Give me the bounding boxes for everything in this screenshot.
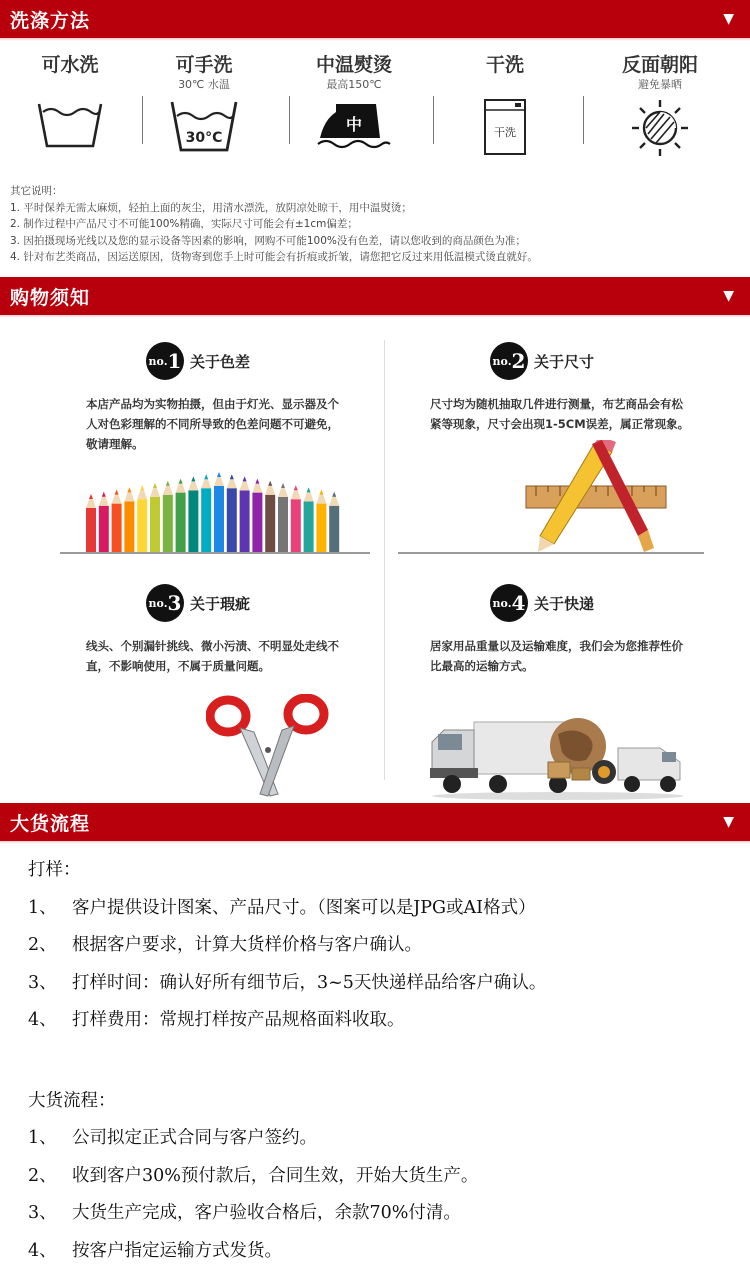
- wash-item-sub: [435, 76, 575, 92]
- pencil-body: [150, 497, 160, 552]
- other-notes: [10, 183, 740, 266]
- divider: [398, 552, 704, 554]
- colored-pencils-image: [82, 466, 344, 554]
- pencil-lead: [307, 487, 311, 492]
- pencil-lead: [319, 490, 323, 495]
- sample-step: 4、 打样费用：常规打样按产品规格面料收取。: [28, 1010, 405, 1030]
- pencil-body: [265, 495, 275, 552]
- pencil-lead: [89, 494, 93, 499]
- wash-instructions: [0, 38, 750, 178]
- process-content: [28, 852, 728, 1270]
- pencil-lead: [230, 474, 234, 479]
- notes-title: 其它说明：: [10, 185, 63, 197]
- wash-item-label: 干洗: [485, 54, 524, 76]
- pencil-body: [137, 499, 147, 552]
- shopping-notice: [0, 318, 750, 802]
- hand-wash-temp: 30°C: [185, 130, 223, 146]
- scissors-image: [206, 694, 330, 798]
- card-body: 居家用品重量以及运输难度，我们会为您推荐性价比最高的运输方式。: [430, 639, 683, 673]
- dry-clean-label: 干洗: [494, 126, 516, 139]
- process-section-title: 大货流程: [10, 812, 91, 835]
- number-badge: no. 4: [490, 584, 528, 622]
- notice-card-defects: [86, 584, 406, 676]
- pencil-body: [188, 490, 198, 552]
- hand-wash-icon: [169, 98, 239, 156]
- pencil-lead: [268, 481, 272, 486]
- pencil-body: [86, 508, 96, 552]
- card-body: 本店产品均为实物拍摄，但由于灯光、显示器及个人对色彩理解的不同所导致的色差问题不可避免，敬请理解。: [86, 397, 339, 451]
- number-badge: no. 3: [146, 584, 184, 622]
- pencil-body: [99, 506, 109, 552]
- wash-item-label: 反面朝阳: [621, 54, 698, 76]
- pencil-body: [278, 497, 288, 552]
- card-title: 关于尺寸: [534, 352, 595, 371]
- wash-item-label: 可水洗: [41, 54, 99, 76]
- pencil-body: [291, 499, 301, 552]
- wash-item-sub: 避免暴晒: [638, 78, 682, 91]
- bulk-step: 3、 大货生产完成，客户验收合格后，余款70%付清。: [28, 1203, 461, 1223]
- pencil-body: [252, 493, 262, 552]
- pencil-body: [240, 490, 250, 552]
- wash-tub-icon: [35, 98, 105, 152]
- wash-item-machine: [0, 38, 140, 178]
- sample-step: 3、 打样时间：确认好所有细节后，3~5天快递样品给客户确认。: [28, 972, 547, 993]
- notice-section-header: [0, 277, 750, 315]
- note-line: 2. 制作过程中产品尺寸不可能100%精确，实际尺寸可能会有±1cm偏差；: [10, 218, 358, 230]
- iron-temp: 中: [345, 115, 363, 134]
- pencil-lead: [281, 483, 285, 488]
- card-title: 关于瑕疵: [190, 594, 251, 613]
- pencil-lead: [179, 479, 183, 484]
- wash-item-sub: [0, 76, 140, 92]
- divider: [433, 96, 434, 144]
- pencil-body: [201, 488, 211, 552]
- delivery-truck-image: [428, 712, 690, 800]
- note-line: 1. 平时保养无需太麻烦，轻拍上面的灰尘，用清水漂洗，放阴凉处晾干，用中温熨烫；: [10, 201, 412, 214]
- pencil-body: [214, 486, 224, 552]
- pencil-lead: [204, 474, 208, 479]
- card-body: 尺寸均为随机抽取几件进行测量，布艺商品会有松紧等现象，尺寸会出现1-5CM误差，属正常现象。: [430, 397, 690, 431]
- divider: [583, 96, 584, 144]
- pencil-body: [227, 488, 237, 552]
- collapse-arrow-icon[interactable]: ▼: [723, 11, 734, 27]
- pencil-body: [176, 493, 186, 552]
- notice-card-delivery: [430, 584, 750, 676]
- bulk-step: 1、 公司拟定正式合同与客户签约。: [28, 1128, 317, 1148]
- collapse-arrow-icon[interactable]: ▼: [723, 288, 734, 304]
- notice-card-size: [430, 342, 750, 434]
- sun-icon: [628, 98, 692, 158]
- dry-clean-icon: [475, 98, 535, 158]
- sample-step: 2、 根据客户要求，计算大货样价格与客户确认。: [28, 935, 422, 955]
- pencil-lead: [191, 476, 195, 481]
- collapse-arrow-icon[interactable]: ▼: [723, 814, 734, 830]
- bulk-step: 2、 收到客户30%预付款后，合同生效，开始大货生产。: [28, 1165, 479, 1186]
- notice-card-color: [86, 342, 406, 454]
- pencil-body: [112, 504, 122, 552]
- sample-step: 1、 客户提供设计图案、产品尺寸。（图案可以是JPG或AI格式）: [28, 897, 536, 918]
- bulk-title: 大货流程：: [28, 1090, 116, 1111]
- wash-section-header: [0, 0, 750, 38]
- wash-item-label: 可手洗: [175, 54, 233, 76]
- pencil-lead: [115, 490, 119, 495]
- pencil-lead: [166, 481, 170, 486]
- wash-item-label: 中温熨烫: [315, 54, 392, 76]
- sample-title: 打样：: [28, 860, 81, 880]
- pencil-lead: [217, 472, 221, 477]
- card-body: 线头、个别漏针挑线、微小污渍、不明显处走线不直，不影响使用，不属于质量问题。: [86, 639, 339, 673]
- pencil-body: [124, 501, 134, 552]
- wash-section-title: 洗涤方法: [10, 9, 91, 32]
- pencil-body: [304, 501, 314, 552]
- pencil-lead: [153, 483, 157, 488]
- note-line: 4. 针对布艺类商品，因运送原因，货物寄到您手上时可能会有折痕或折皱，请您把它反过来用低温模式烫直就好。: [10, 251, 538, 263]
- divider: [60, 552, 370, 554]
- wash-item-sub: 30℃ 水温: [178, 78, 230, 91]
- wash-item-sun: [590, 38, 730, 178]
- pencil-lead: [255, 479, 259, 484]
- wash-item-sub: 最高150℃: [326, 78, 382, 91]
- pencil-body: [163, 495, 173, 552]
- pencil-body: [316, 504, 326, 552]
- number-badge: no. 2: [490, 342, 528, 380]
- process-section-header: [0, 803, 750, 841]
- pencil-lead: [127, 487, 131, 492]
- pencil-lead: [102, 492, 106, 497]
- ruler-pencil-image: [520, 440, 670, 554]
- wash-item-iron: [284, 38, 424, 178]
- number-badge: no. 1: [146, 342, 184, 380]
- pencil-body: [329, 506, 339, 552]
- pencil-lead: [243, 476, 247, 481]
- notice-section-title: 购物须知: [10, 286, 91, 309]
- pencil-lead: [140, 485, 144, 490]
- wash-item-hand: [134, 38, 274, 178]
- pencil-lead: [332, 492, 336, 497]
- bulk-step: 4、 按客户指定运输方式发货。: [28, 1240, 282, 1261]
- wash-item-dry-clean: [435, 38, 575, 178]
- note-line: 3. 因拍摄现场光线以及您的显示设备等因素的影响，网购不可能100%没有色差，请以您收到的商品颜色为准；: [10, 234, 526, 247]
- pencil-lead: [294, 485, 298, 490]
- iron-icon: [314, 98, 394, 156]
- card-title: 关于快递: [534, 594, 595, 613]
- card-title: 关于色差: [190, 352, 251, 371]
